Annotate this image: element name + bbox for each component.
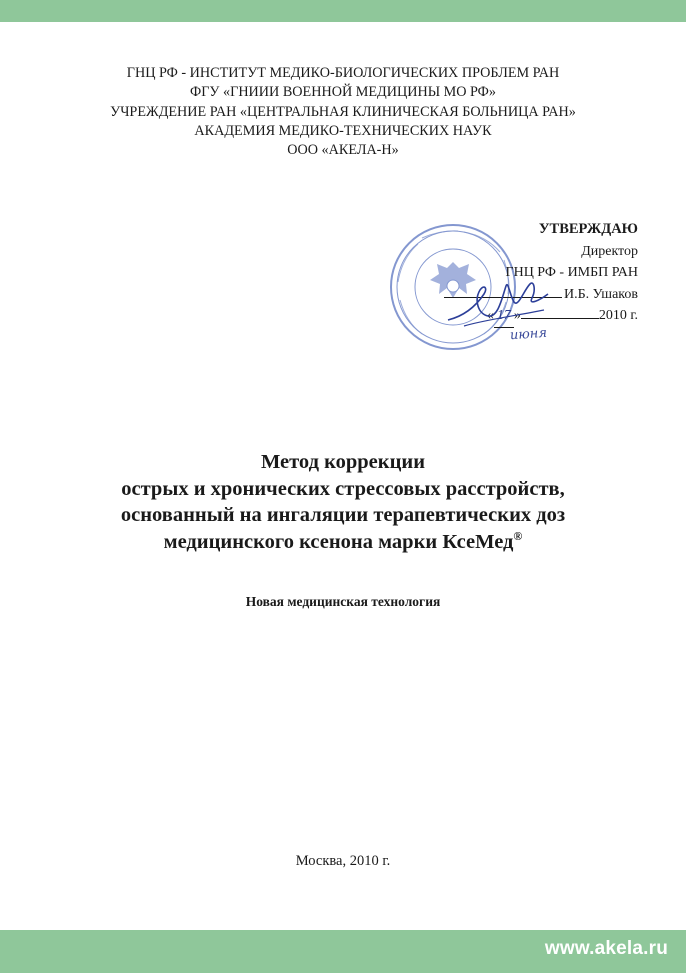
- header-line-1: ГНЦ РФ - ИНСТИТУТ МЕДИКО-БИОЛОГИЧЕСКИХ ПРОБЛЕМ РАН: [126, 65, 560, 81]
- document-title: [0, 449, 686, 555]
- organizations-header: [0, 64, 686, 160]
- title-line-4-text: медицинского ксенона марки КсеМед: [163, 530, 514, 553]
- signatory-name: И.Б. Ушаков: [563, 286, 638, 302]
- document-subtitle: Новая медицинская технология: [245, 594, 441, 609]
- website-link[interactable]: www.akela.ru: [544, 938, 668, 959]
- top-green-band: [0, 0, 686, 22]
- approval-title: УТВЕРЖДАЮ: [538, 221, 638, 237]
- title-line-1: Метод коррекции: [260, 451, 426, 473]
- title-line-3: основанный на ингаляции терапевтических доз: [120, 504, 566, 526]
- trademark-symbol: ®: [513, 528, 523, 543]
- date-year: 2010 г.: [598, 308, 638, 323]
- header-line-3: УЧРЕЖДЕНИЕ РАН «ЦЕНТРАЛЬНАЯ КЛИНИЧЕСКАЯ БОЛЬНИЦА РАН»: [110, 103, 576, 120]
- city-year: Москва, 2010 г.: [295, 853, 391, 869]
- date-day: 17: [494, 305, 514, 328]
- open-quote: «: [486, 308, 494, 323]
- header-line-2: ФГУ «ГНИИИ ВОЕННОЙ МЕДИЦИНЫ МО РФ»: [190, 84, 496, 101]
- close-quote: »: [513, 308, 521, 323]
- header-line-5: ООО «АКЕЛА-Н»: [287, 142, 399, 159]
- approval-organization: ГНЦ РФ - ИМБП РАН: [505, 265, 638, 280]
- date-month-handwritten: июня: [509, 325, 548, 344]
- approval-position: Директор: [581, 243, 638, 259]
- title-line-4: [0, 529, 686, 556]
- title-line-2: острых и хронических стрессовых расстройств,: [121, 477, 565, 500]
- header-line-4: АКАДЕМИЯ МЕДИКО-ТЕХНИЧЕСКИХ НАУК: [194, 122, 492, 139]
